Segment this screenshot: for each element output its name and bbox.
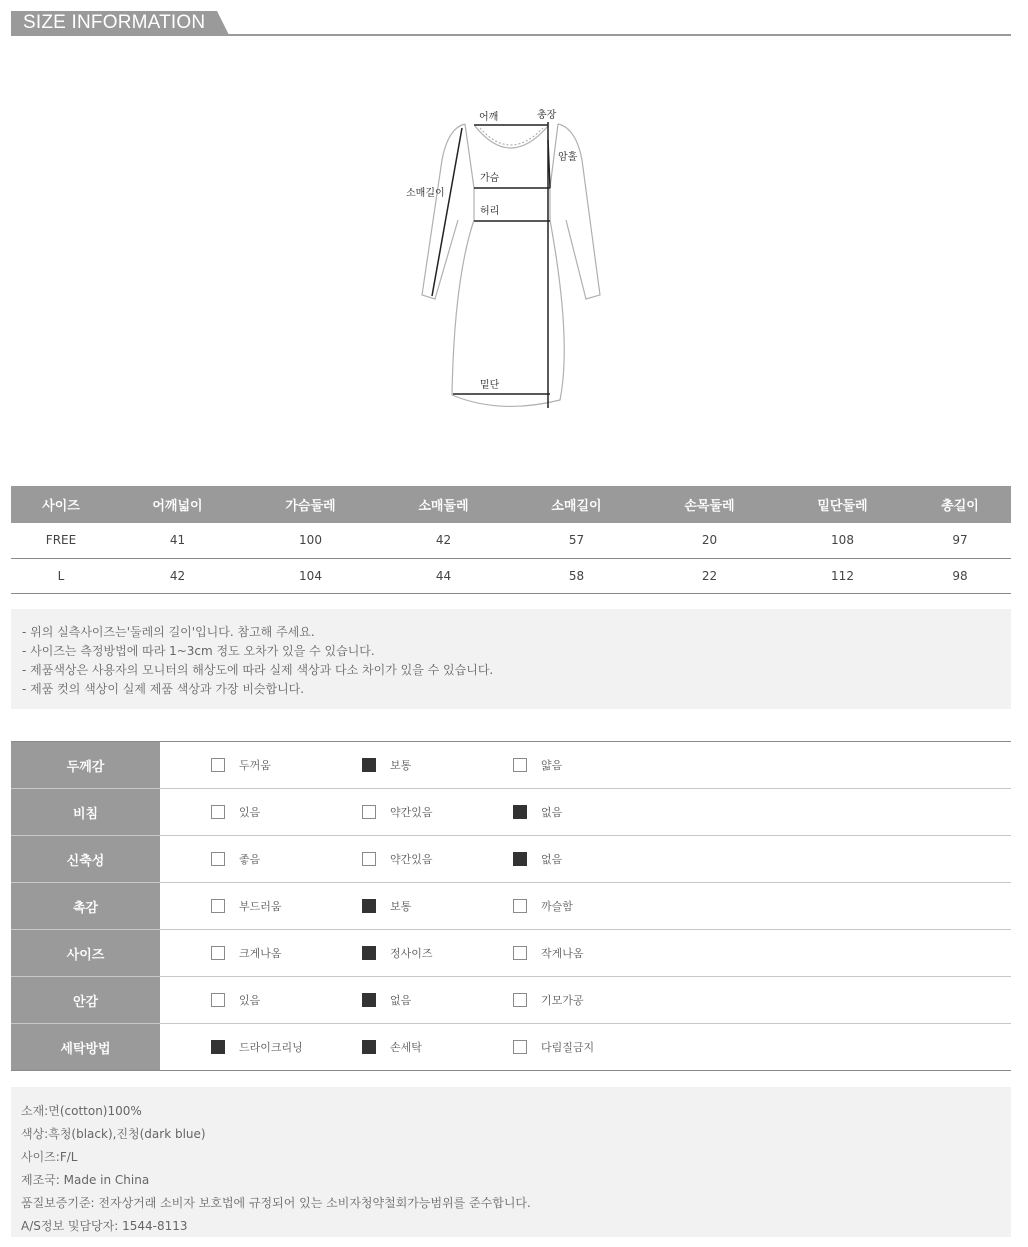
table-cell: FREE — [11, 523, 111, 558]
col-header-hem: 밑단둘레 — [776, 486, 909, 523]
note-line: - 제품색상은 사용자의 모니터의 해상도에 따라 실제 색상과 다소 차이가 있을 수 있습니다. — [22, 663, 494, 677]
checked-box-icon — [362, 946, 376, 960]
col-header-size: 사이즈 — [11, 486, 111, 523]
table-cell: 42 — [111, 558, 244, 593]
checked-box-icon — [211, 1040, 225, 1054]
fabric-feature-grid — [11, 741, 1011, 1071]
table-cell: 22 — [643, 558, 776, 593]
unchecked-box-icon — [211, 852, 225, 866]
material-info — [11, 1087, 1011, 1237]
unchecked-box-icon — [211, 946, 225, 960]
feature-option — [513, 742, 562, 788]
as-info-line: A/S정보 및담당자: 1544-8113 — [21, 1219, 188, 1233]
feature-option-label: 정사이즈 — [390, 947, 433, 960]
note-line: - 제품 컷의 색상이 실제 제품 색상과 가장 비슷합니다. — [22, 682, 305, 696]
material-line: 소재:면(cotton)100% — [21, 1104, 142, 1118]
feature-option-label: 얇음 — [541, 759, 563, 772]
unchecked-box-icon — [211, 758, 225, 772]
feature-label: 비침 — [11, 789, 160, 835]
feature-option-label: 다림질금지 — [541, 1041, 595, 1054]
unchecked-box-icon — [362, 852, 376, 866]
feature-row — [11, 836, 1011, 883]
table-cell: 58 — [510, 558, 643, 593]
size-notes — [11, 609, 1011, 709]
sleeve-length-line — [432, 128, 462, 296]
feature-option-label: 까슬함 — [541, 900, 573, 913]
feature-option — [513, 930, 584, 976]
section-header — [11, 11, 1011, 36]
feature-label: 신축성 — [11, 836, 160, 882]
feature-option-label: 약간있음 — [390, 806, 433, 819]
feature-option — [362, 930, 433, 976]
size-line: 사이즈:F/L — [21, 1150, 78, 1164]
table-cell: 100 — [244, 523, 377, 558]
feature-label: 세탁방법 — [11, 1024, 160, 1070]
feature-option-label: 부드러움 — [239, 900, 282, 913]
table-cell: 98 — [909, 558, 1011, 593]
col-header-wrist: 손목둘레 — [643, 486, 776, 523]
size-table-header-row — [11, 486, 1011, 523]
feature-label: 사이즈 — [11, 930, 160, 976]
feature-label: 두께감 — [11, 742, 160, 788]
feature-option — [211, 883, 282, 929]
unchecked-box-icon — [513, 899, 527, 913]
label-total-length: 총장 — [537, 110, 557, 121]
checked-box-icon — [513, 805, 527, 819]
feature-row — [11, 883, 1011, 930]
size-table — [11, 486, 1011, 594]
feature-option — [211, 789, 260, 835]
feature-option — [362, 883, 411, 929]
feature-label: 안감 — [11, 977, 160, 1023]
feature-option-label: 두꺼움 — [239, 759, 271, 772]
checked-box-icon — [513, 852, 527, 866]
feature-option — [362, 977, 411, 1023]
label-armhole: 암홀 — [558, 152, 578, 163]
feature-option — [513, 883, 573, 929]
garment-diagram — [390, 100, 620, 420]
color-line: 색상:흑청(black),진청(dark blue) — [21, 1127, 206, 1141]
checked-box-icon — [362, 1040, 376, 1054]
checked-box-icon — [362, 758, 376, 772]
feature-option-label: 좋음 — [239, 853, 261, 866]
table-row — [11, 523, 1011, 558]
feature-option-label: 있음 — [239, 994, 261, 1007]
table-cell: L — [11, 558, 111, 593]
feature-option-label: 기모가공 — [541, 994, 584, 1007]
table-row — [11, 558, 1011, 593]
table-cell: 97 — [909, 523, 1011, 558]
feature-option-label: 작게나옴 — [541, 947, 584, 960]
feature-option — [513, 1024, 594, 1070]
unchecked-box-icon — [513, 758, 527, 772]
section-title: SIZE INFORMATION — [23, 12, 206, 33]
feature-option-label: 드라이크리닝 — [239, 1041, 303, 1054]
feature-option — [211, 977, 260, 1023]
col-header-total-length: 총길이 — [909, 486, 1011, 523]
table-cell: 108 — [776, 523, 909, 558]
unchecked-box-icon — [211, 899, 225, 913]
label-shoulder: 어깨 — [479, 112, 499, 123]
feature-option-label: 없음 — [541, 853, 563, 866]
unchecked-box-icon — [513, 993, 527, 1007]
feature-row — [11, 977, 1011, 1024]
dress-outline-drawing — [390, 100, 620, 420]
unchecked-box-icon — [513, 1040, 527, 1054]
feature-option-label: 있음 — [239, 806, 261, 819]
col-header-chest: 가슴둘레 — [244, 486, 377, 523]
quality-line: 품질보증기준: 전자상거래 소비자 보호법에 규정되어 있는 소비자청약철회가능범위를 준수합니다. — [21, 1196, 531, 1210]
feature-option — [362, 836, 433, 882]
col-header-sleeve-circ: 소매둘레 — [377, 486, 510, 523]
feature-option — [211, 1024, 303, 1070]
table-cell: 41 — [111, 523, 244, 558]
feature-option-label: 약간있음 — [390, 853, 433, 866]
col-header-shoulder-width: 어깨넓이 — [111, 486, 244, 523]
table-cell: 20 — [643, 523, 776, 558]
unchecked-box-icon — [211, 805, 225, 819]
feature-option-label: 손세탁 — [390, 1041, 422, 1054]
col-header-sleeve-length: 소매길이 — [510, 486, 643, 523]
feature-option-label: 없음 — [541, 806, 563, 819]
unchecked-box-icon — [513, 946, 527, 960]
table-cell: 112 — [776, 558, 909, 593]
feature-option — [362, 742, 411, 788]
feature-option — [362, 1024, 422, 1070]
checked-box-icon — [362, 899, 376, 913]
label-hem: 밑단 — [480, 380, 500, 391]
note-line: - 위의 실측사이즈는'둘레의 길이'입니다. 참고해 주세요. — [22, 625, 315, 639]
feature-option-label: 크게나옴 — [239, 947, 282, 960]
feature-row — [11, 789, 1011, 836]
checked-box-icon — [362, 993, 376, 1007]
origin-line: 제조국: Made in China — [21, 1173, 150, 1187]
table-cell: 44 — [377, 558, 510, 593]
note-line: - 사이즈는 측정방법에 따라 1~3cm 정도 오차가 있을 수 있습니다. — [22, 644, 375, 658]
feature-option — [211, 742, 271, 788]
feature-row — [11, 1024, 1011, 1071]
feature-option — [513, 977, 584, 1023]
label-sleeve-length: 소매길이 — [406, 188, 445, 199]
feature-option — [513, 789, 562, 835]
unchecked-box-icon — [211, 993, 225, 1007]
label-waist: 허리 — [480, 206, 500, 217]
feature-option-label: 보통 — [390, 900, 412, 913]
feature-option-label: 보통 — [390, 759, 412, 772]
feature-row — [11, 930, 1011, 977]
feature-option — [211, 836, 260, 882]
feature-label: 촉감 — [11, 883, 160, 929]
table-cell: 104 — [244, 558, 377, 593]
label-chest: 가슴 — [480, 173, 500, 184]
unchecked-box-icon — [362, 805, 376, 819]
feature-option — [513, 836, 562, 882]
feature-option-label: 없음 — [390, 994, 412, 1007]
feature-row — [11, 742, 1011, 789]
feature-option — [211, 930, 282, 976]
table-cell: 57 — [510, 523, 643, 558]
table-cell: 42 — [377, 523, 510, 558]
feature-option — [362, 789, 433, 835]
